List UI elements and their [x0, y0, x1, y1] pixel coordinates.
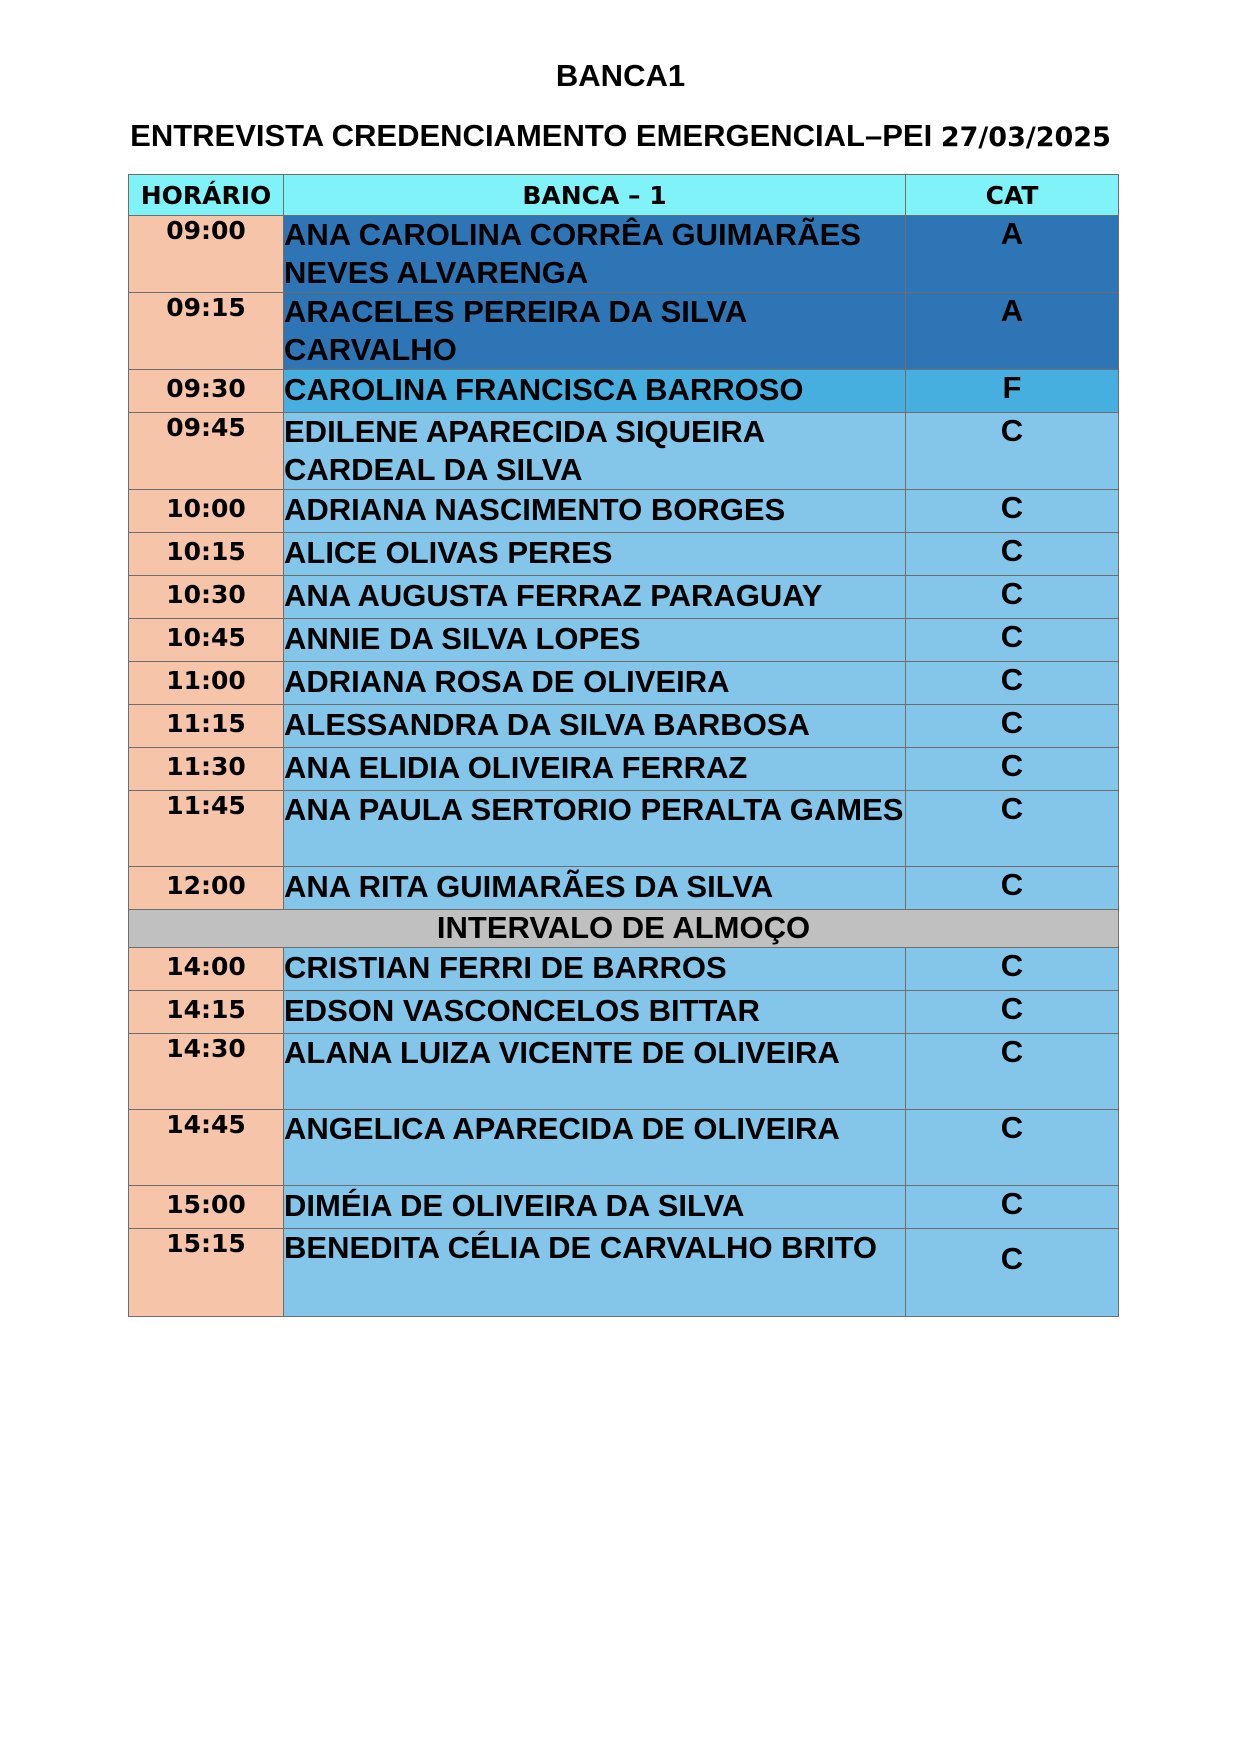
- schedule-body: [129, 216, 1119, 1317]
- row-name: ARACELES PEREIRA DA SILVA CARVALHO: [284, 293, 906, 370]
- table-row: [129, 705, 1119, 748]
- row-time: 09:30: [129, 370, 284, 413]
- row-time: 11:15: [129, 705, 284, 748]
- row-name: BENEDITA CÉLIA DE CARVALHO BRITO: [284, 1229, 906, 1317]
- page-subtitle: [0, 118, 1241, 154]
- table-row: [129, 1034, 1119, 1110]
- row-time: 14:00: [129, 948, 284, 991]
- row-category: F: [906, 370, 1119, 413]
- row-category: C: [906, 413, 1119, 490]
- row-time: 14:45: [129, 1110, 284, 1186]
- row-time: 12:00: [129, 867, 284, 910]
- row-category: C: [906, 748, 1119, 791]
- lunch-break-row: [129, 910, 1119, 948]
- row-time: 09:45: [129, 413, 284, 490]
- row-name: ALANA LUIZA VICENTE DE OLIVEIRA: [284, 1034, 906, 1110]
- row-name: ANGELICA APARECIDA DE OLIVEIRA: [284, 1110, 906, 1186]
- table-row: [129, 1186, 1119, 1229]
- row-category: A: [906, 293, 1119, 370]
- subtitle-date: 27/03/2025: [940, 122, 1111, 153]
- page-title: BANCA1: [555, 58, 686, 93]
- column-header-cat: CAT: [906, 175, 1119, 216]
- table-row: [129, 1110, 1119, 1186]
- table-row: [129, 533, 1119, 576]
- row-category: C: [906, 991, 1119, 1034]
- row-category: C: [906, 662, 1119, 705]
- table-row: [129, 948, 1119, 991]
- table-row: [129, 576, 1119, 619]
- column-header-time: HORÁRIO: [129, 175, 284, 216]
- row-time: 10:15: [129, 533, 284, 576]
- row-name: CRISTIAN FERRI DE BARROS: [284, 948, 906, 991]
- row-category: C: [906, 619, 1119, 662]
- row-name: ANA CAROLINA CORRÊA GUIMARÃES NEVES ALVARENGA: [284, 216, 906, 293]
- row-category: C: [906, 705, 1119, 748]
- table-row: [129, 490, 1119, 533]
- row-time: 15:00: [129, 1186, 284, 1229]
- row-category: C: [906, 948, 1119, 991]
- column-header-banca: BANCA – 1: [284, 175, 906, 216]
- row-time: 11:45: [129, 791, 284, 867]
- row-category: C: [906, 490, 1119, 533]
- row-name: ADRIANA NASCIMENTO BORGES: [284, 490, 906, 533]
- row-time: 09:15: [129, 293, 284, 370]
- row-name: ADRIANA ROSA DE OLIVEIRA: [284, 662, 906, 705]
- row-time: 15:15: [129, 1229, 284, 1317]
- table-row: [129, 662, 1119, 705]
- row-category: C: [906, 1034, 1119, 1110]
- row-category: C: [906, 791, 1119, 867]
- row-category: C: [906, 533, 1119, 576]
- row-name: EDILENE APARECIDA SIQUEIRA CARDEAL DA SILVA: [284, 413, 906, 490]
- row-time: 10:45: [129, 619, 284, 662]
- row-name: ALICE OLIVAS PERES: [284, 533, 906, 576]
- row-name: ANA ELIDIA OLIVEIRA FERRAZ: [284, 748, 906, 791]
- table-header-row: [129, 175, 1119, 216]
- row-time: 11:30: [129, 748, 284, 791]
- row-category: C: [906, 1186, 1119, 1229]
- row-time: 14:15: [129, 991, 284, 1034]
- table-row: [129, 370, 1119, 413]
- table-row: [129, 619, 1119, 662]
- table-row: [129, 413, 1119, 490]
- schedule-table: [128, 174, 1119, 1317]
- row-name: ANA RITA GUIMARÃES DA SILVA: [284, 867, 906, 910]
- lunch-break-label: INTERVALO DE ALMOÇO: [129, 910, 1119, 948]
- row-name: CAROLINA FRANCISCA BARROSO: [284, 370, 906, 413]
- row-name: ANA AUGUSTA FERRAZ PARAGUAY: [284, 576, 906, 619]
- row-name: DIMÉIA DE OLIVEIRA DA SILVA: [284, 1186, 906, 1229]
- row-category: A: [906, 216, 1119, 293]
- row-time: 14:30: [129, 1034, 284, 1110]
- row-category: C: [906, 867, 1119, 910]
- row-time: 09:00: [129, 216, 284, 293]
- row-name: ANA PAULA SERTORIO PERALTA GAMES: [284, 791, 906, 867]
- subtitle-text: ENTREVISTA CREDENCIAMENTO EMERGENCIAL–PEI: [130, 118, 933, 153]
- row-name: ALESSANDRA DA SILVA BARBOSA: [284, 705, 906, 748]
- row-category: C: [906, 1110, 1119, 1186]
- row-category: C: [906, 1229, 1119, 1317]
- table-row: [129, 867, 1119, 910]
- row-time: 10:30: [129, 576, 284, 619]
- table-row: [129, 1229, 1119, 1317]
- row-name: EDSON VASCONCELOS BITTAR: [284, 991, 906, 1034]
- table-row: [129, 293, 1119, 370]
- row-time: 11:00: [129, 662, 284, 705]
- table-row: [129, 216, 1119, 293]
- table-row: [129, 991, 1119, 1034]
- row-category: C: [906, 576, 1119, 619]
- row-name: ANNIE DA SILVA LOPES: [284, 619, 906, 662]
- table-row: [129, 791, 1119, 867]
- table-row: [129, 748, 1119, 791]
- row-time: 10:00: [129, 490, 284, 533]
